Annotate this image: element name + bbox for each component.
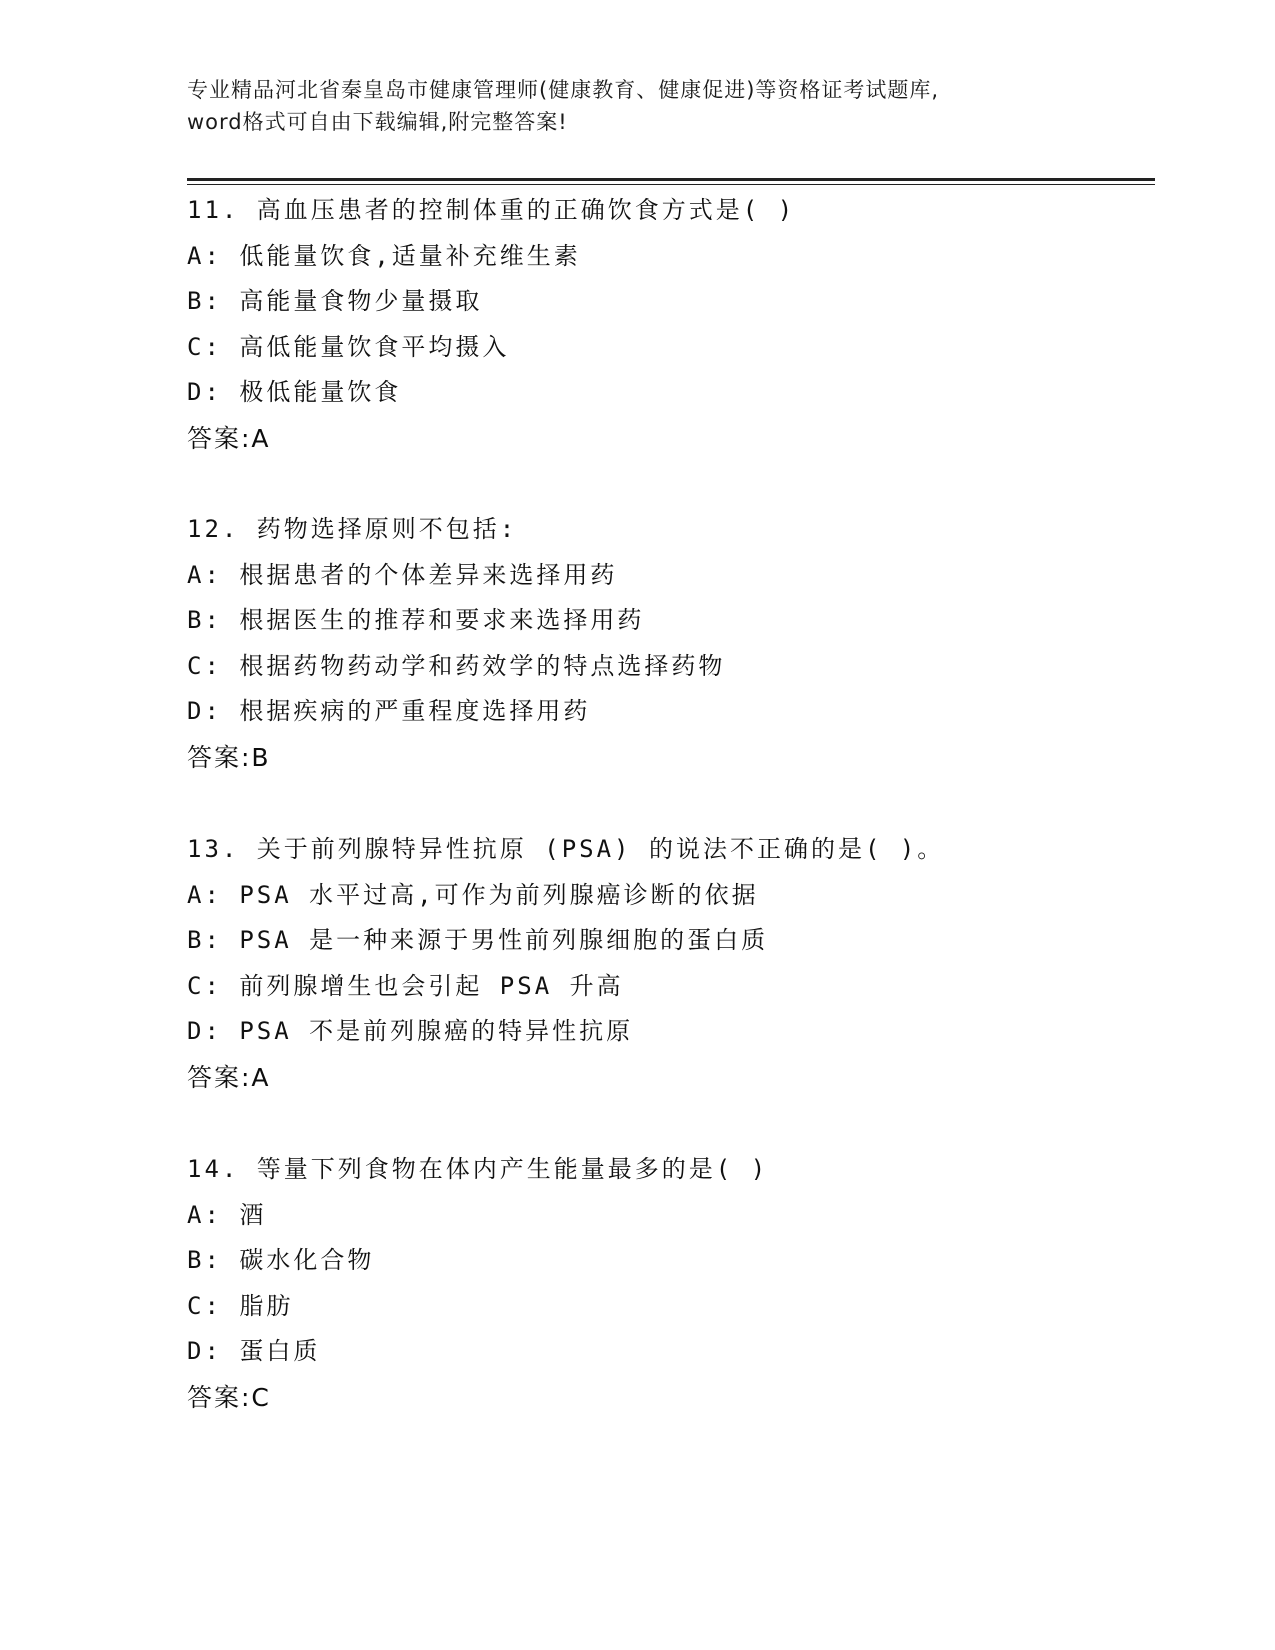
header-line-1: 专业精品河北省秦皇岛市健康管理师(健康教育、健康促进)等资格证考试题库, — [187, 78, 940, 102]
header-divider-thin — [187, 184, 1155, 185]
option-a: A: PSA 水平过高,可作为前列腺癌诊断的依据 — [187, 880, 759, 909]
question-stem: 11. 高血压患者的控制体重的正确饮食方式是( ) — [187, 196, 796, 224]
option-d: D: 蛋白质 — [187, 1337, 321, 1366]
option-b: B: 碳水化合物 — [187, 1246, 375, 1275]
document-header — [187, 74, 1087, 138]
answer-label: 答案:C — [187, 1382, 271, 1412]
option-a: A: 根据患者的个体差异来选择用药 — [187, 560, 618, 589]
question-stem: 14. 等量下列食物在体内产生能量最多的是( ) — [187, 1155, 769, 1183]
option-c: C: 脂肪 — [187, 1291, 294, 1320]
option-c: C: 前列腺增生也会引起 PSA 升高 — [187, 971, 624, 1000]
question-block — [187, 827, 1147, 1101]
option-d: D: PSA 不是前列腺癌的特异性抗原 — [187, 1017, 634, 1046]
answer-label: 答案:A — [187, 423, 271, 453]
option-a: A: 低能量饮食,适量补充维生素 — [187, 241, 581, 270]
option-b: B: 根据医生的推荐和要求来选择用药 — [187, 606, 645, 635]
answer-label: 答案:A — [187, 1062, 271, 1092]
question-stem: 13. 关于前列腺特异性抗原 (PSA) 的说法不正确的是( )。 — [187, 835, 945, 863]
option-c: C: 高低能量饮食平均摄入 — [187, 332, 510, 361]
header-divider-thick — [187, 178, 1155, 181]
option-c: C: 根据药物药动学和药效学的特点选择药物 — [187, 651, 726, 680]
question-block — [187, 188, 1147, 462]
option-b: B: PSA 是一种来源于男性前列腺细胞的蛋白质 — [187, 926, 769, 955]
answer-label: 答案:B — [187, 742, 271, 772]
header-line-2: word格式可自由下载编辑,附完整答案! — [187, 110, 568, 134]
option-a: A: 酒 — [187, 1200, 267, 1229]
question-block — [187, 1147, 1147, 1421]
question-block — [187, 507, 1147, 781]
option-b: B: 高能量食物少量摄取 — [187, 287, 483, 316]
question-stem: 12. 药物选择原则不包括: — [187, 515, 518, 543]
option-d: D: 根据疾病的严重程度选择用药 — [187, 697, 591, 726]
option-d: D: 极低能量饮食 — [187, 378, 402, 407]
